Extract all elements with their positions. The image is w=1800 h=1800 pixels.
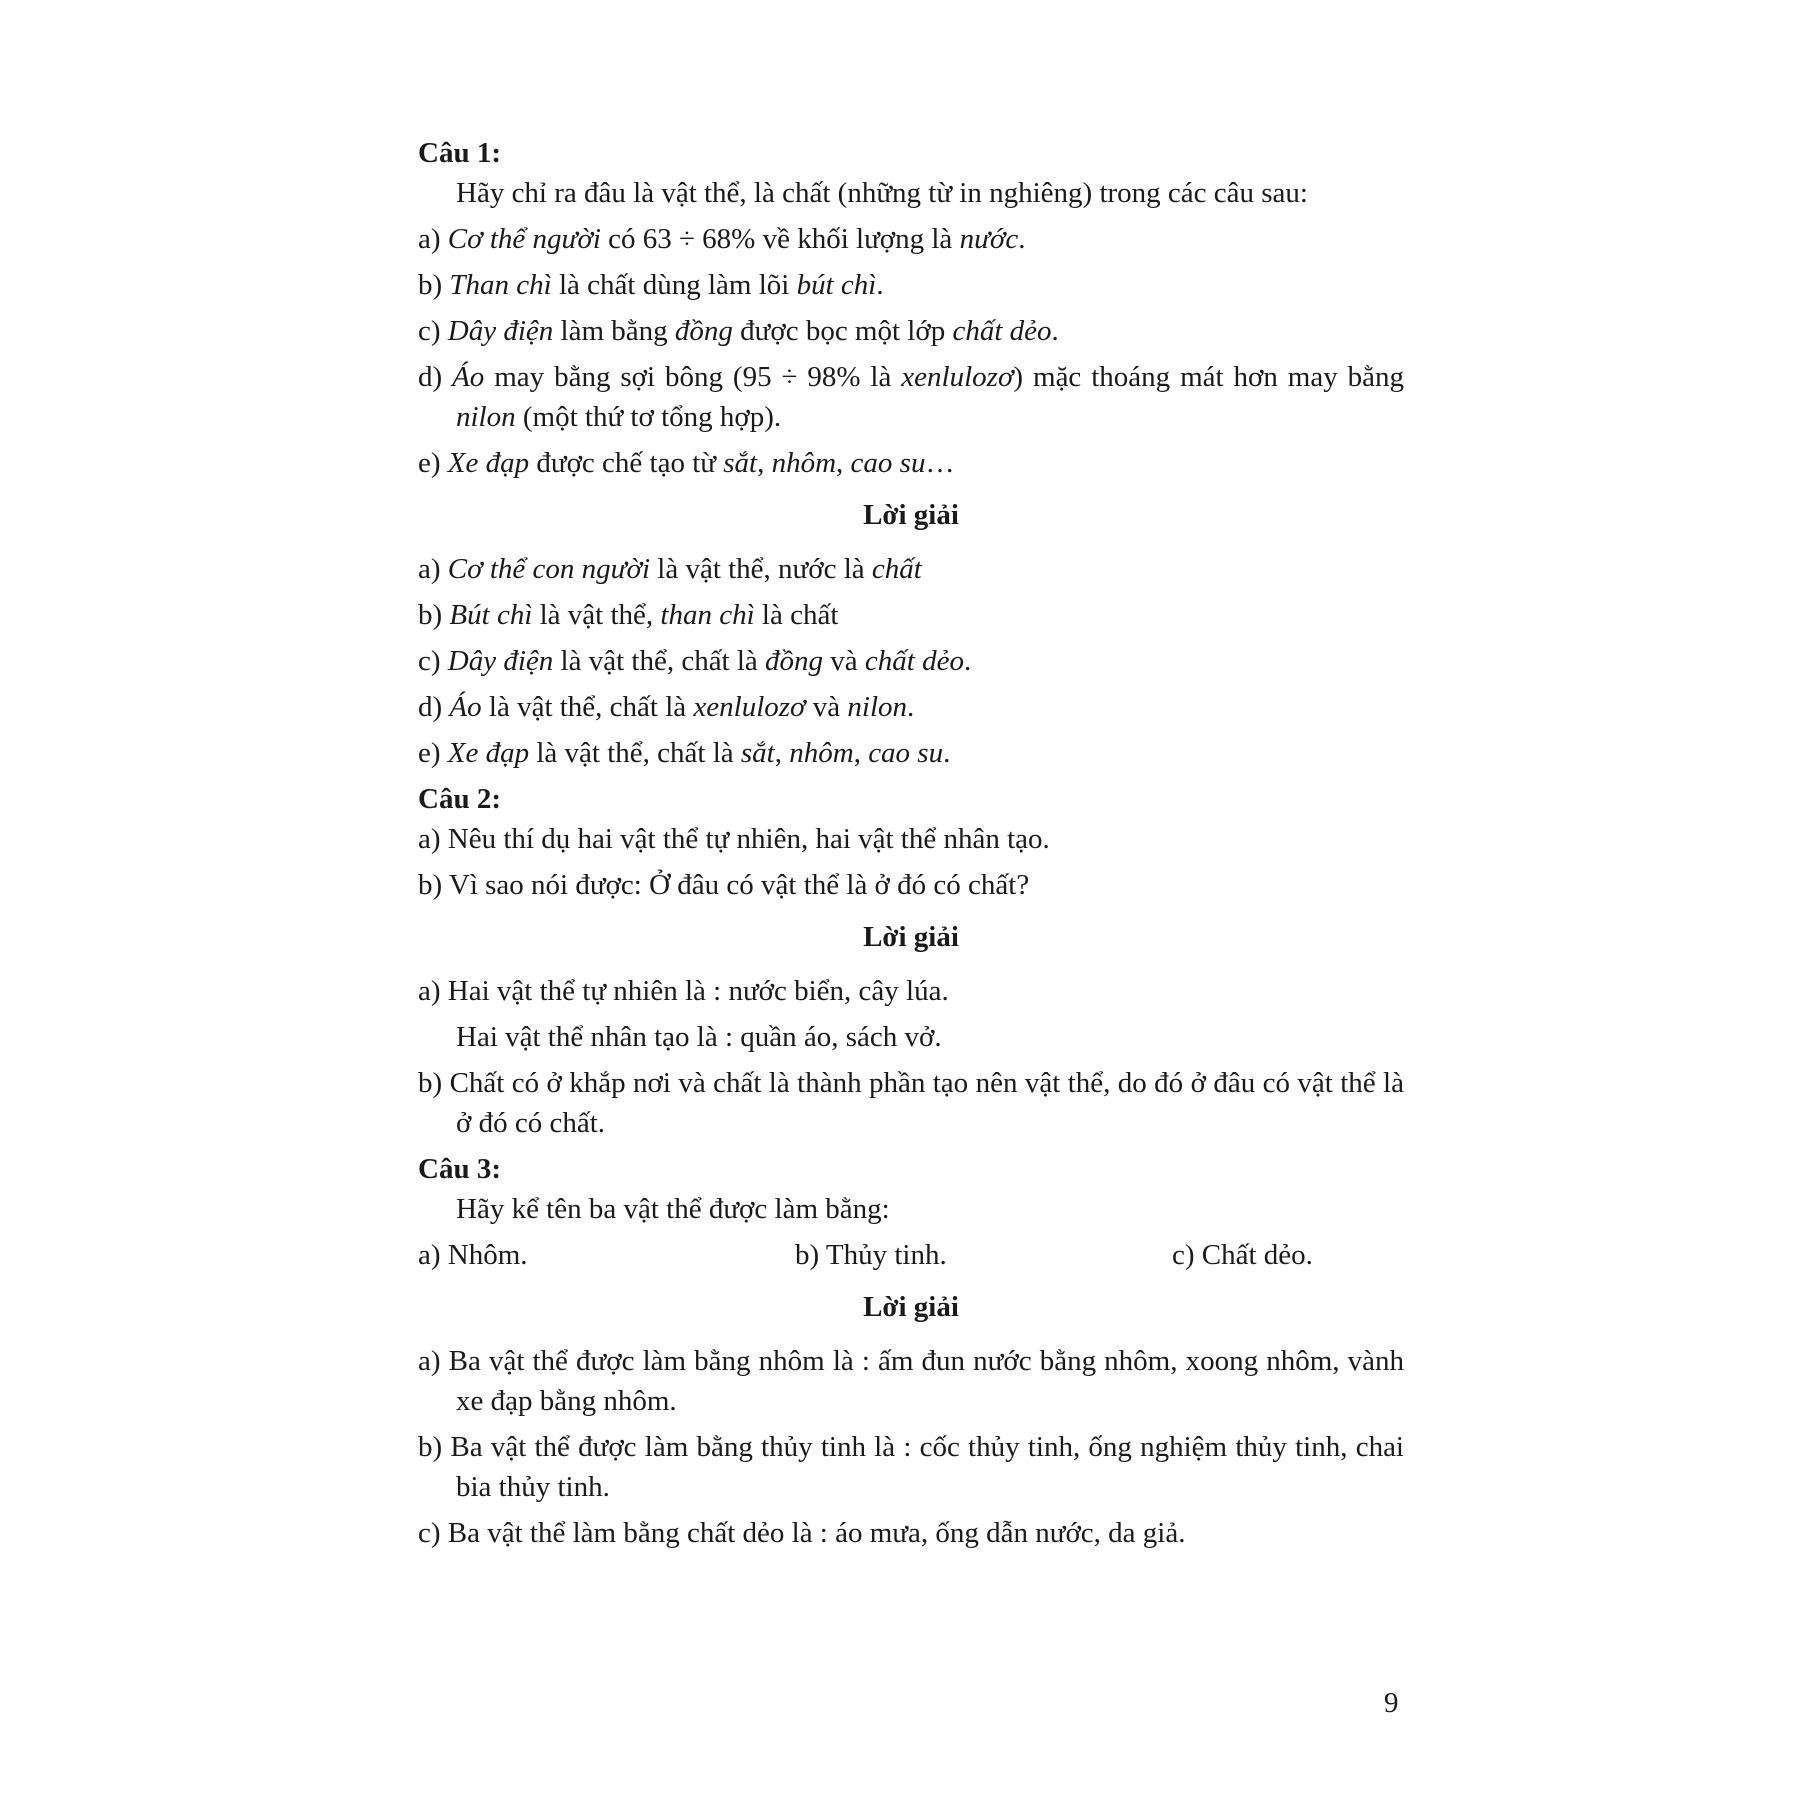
italic-term: chất dẻo [864,645,964,677]
page-number: 9 [1384,1687,1399,1719]
italic-term: đồng [765,645,824,677]
question-1-item [418,265,1404,305]
italic-term: đồng [674,315,733,347]
question-2-item [418,819,1404,859]
question-3-options [418,1235,1404,1275]
item-text: Ba vật thể được làm bằng thủy tinh là : cốc thủy tinh, ống nghiệm thủy tinh, chai bia thủy tinh. [450,1431,1404,1503]
item-text: , [853,737,869,769]
question-1-solution [418,549,1404,589]
italic-term: nước [959,223,1019,255]
italic-term: Dây điện [447,645,554,677]
question-3-solution [418,1341,1404,1421]
item-text: là vật thể, chất là [481,691,694,723]
item-text: Chất có ở khắp nơi và chất là thành phần tạo nên vật thể, do đó ở đâu có vật thể là ở đó có chất. [449,1067,1404,1139]
question-3-prompt: Hãy kể tên ba vật thể được làm bằng: [456,1193,890,1225]
item-label: c) [418,315,448,347]
italic-term: than chì [660,599,755,631]
item-text: và [823,645,865,677]
item-text: là vật thể, [532,599,661,631]
question-1-item [418,219,1404,259]
item-label: b) [418,869,449,901]
question-2-solution-title: Lời giải [863,921,959,953]
question-2-solution-b [418,1063,1404,1143]
item-label: a) [418,823,448,855]
question-2-solution-a-line2: Hai vật thể nhân tạo là : quần áo, sách vở. [456,1021,942,1053]
item-text: và [805,691,848,723]
item-text: , [757,447,772,479]
item-text: . [963,645,972,677]
italic-term: Áo [449,691,482,723]
item-label: d) [418,691,450,723]
question-2-solution-a [418,971,1404,1011]
italic-term: cao su [850,447,926,479]
item-text: Ba vật thể được làm bằng nhôm là : ấm đun nước bằng nhôm, xoong nhôm, vành xe đạp bằng nhôm. [448,1345,1404,1417]
question-1-solutions [418,549,1404,773]
item-label: e) [418,737,448,769]
item-text: . [1051,315,1059,347]
item-text: , [836,447,851,479]
item-label: a) [418,553,448,585]
question-3-option: a) Nhôm. [418,1239,528,1271]
question-1-item [418,311,1404,351]
italic-term: sắt [740,737,775,769]
question-1-solution [418,595,1404,635]
item-text: làm bằng [553,315,675,347]
italic-term: Xe đạp [447,447,530,479]
item-text: . [907,691,915,723]
italic-term: Cơ thể người [447,223,601,255]
question-3-option: c) Chất dẻo. [1172,1239,1313,1271]
item-label: a) [418,975,448,1007]
item-text: là chất [754,599,839,631]
question-1-solution-title: Lời giải [863,499,959,531]
italic-term: Bút chì [449,599,533,631]
item-text: … [925,447,955,479]
italic-term: Cơ thể con người [447,553,651,585]
italic-term: xenlulozơ [901,361,1014,393]
italic-term: Xe đạp [447,737,530,769]
item-text: . [943,737,951,769]
item-text: là vật thể, chất là [529,737,741,769]
question-1-item [418,443,1404,483]
item-text: được bọc một lớp [732,315,953,347]
item-label: e) [418,447,448,479]
item-text: ) mặc thoáng mát hơn may bằng [1013,361,1404,393]
item-text: là vật thể, nước là [650,553,872,585]
italic-term: nilon [847,691,908,723]
item-text: là chất dùng làm lõi [551,269,797,301]
question-2-item [418,865,1404,905]
question-2-title: Câu 2: [418,783,501,815]
question-3-solution [418,1513,1404,1553]
italic-term: nhôm [789,737,854,769]
item-label: b) [418,1431,451,1463]
italic-term: Áo [452,361,485,393]
question-3-solution-title: Lời giải [863,1291,959,1323]
item-text: . [1018,223,1026,255]
question-1-solution [418,687,1404,727]
item-label: c) [418,1517,448,1549]
item-label: c) [418,645,448,677]
item-label: d) [418,361,453,393]
italic-term: Than chì [449,269,552,301]
item-label: b) [418,269,450,301]
item-text: được chế tạo từ [529,447,724,479]
italic-term: nilon [456,401,516,433]
question-1-solution [418,733,1404,773]
italic-term: bút chì [796,269,877,301]
item-text: Ba vật thể làm bằng chất dẻo là : áo mưa, ống dẫn nước, da giả. [447,1517,1186,1549]
item-label: a) [418,1345,449,1377]
item-text: có 63 ÷ 68% về khối lượng là [600,223,960,255]
question-3-option: b) Thủy tinh. [795,1239,947,1271]
question-1-title: Câu 1: [418,137,501,169]
italic-term: Dây điện [447,315,554,347]
item-text: may bằng sợi bông (95 ÷ 98% là [484,361,902,393]
question-1-items [418,219,1404,483]
item-label: a) [418,223,448,255]
item-text: . [876,269,884,301]
question-1-item [418,357,1404,437]
italic-term: xenlulozơ [693,691,806,723]
document-page [418,133,1404,1559]
question-3-title: Câu 3: [418,1153,501,1185]
italic-term: sắt [723,447,758,479]
italic-term: chất [871,553,922,585]
item-text: , [774,737,790,769]
question-1-solution [418,641,1404,681]
italic-term: nhôm [771,447,837,479]
item-text: Hai vật thể tự nhiên là : nước biển, cây lúa. [447,975,949,1007]
item-label: b) [418,599,450,631]
item-label: b) [418,1067,450,1099]
question-1-prompt: Hãy chỉ ra đâu là vật thể, là chất (những từ in nghiêng) trong các câu sau: [456,177,1308,209]
italic-term: chất dẻo [952,315,1052,347]
item-text: (một thứ tơ tổng hợp). [515,401,782,433]
item-text: Vì sao nói được: Ở đâu có vật thể là ở đó có chất? [448,869,1030,901]
item-text: Nêu thí dụ hai vật thể tự nhiên, hai vật thể nhân tạo. [447,823,1050,855]
italic-term: cao su [868,737,944,769]
question-3-solution [418,1427,1404,1507]
item-text: là vật thể, chất là [553,645,766,677]
